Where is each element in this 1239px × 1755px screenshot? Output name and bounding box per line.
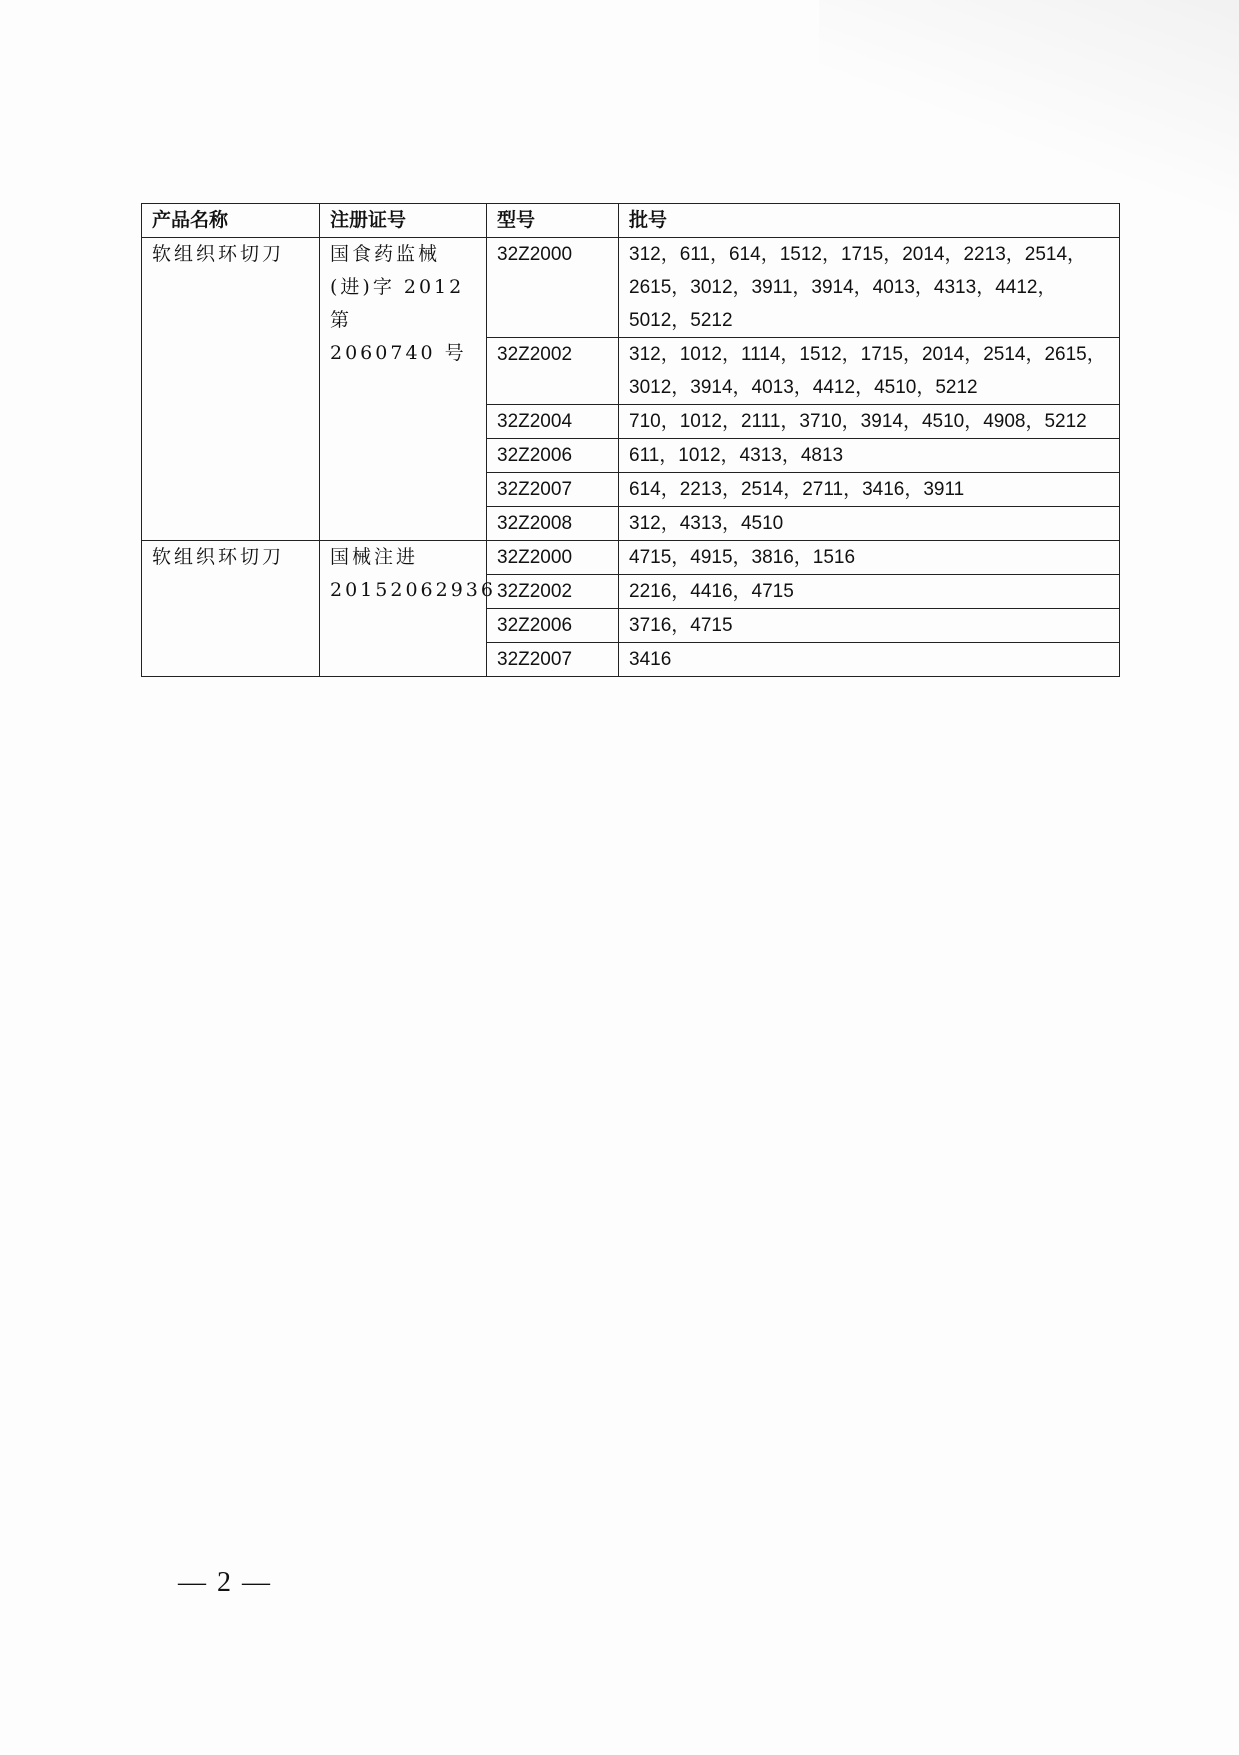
lot-cell: 614，2213，2514，2711，3416，3911: [619, 473, 1120, 507]
model-cell: 32Z2007: [487, 643, 619, 677]
model-cell: 32Z2006: [487, 439, 619, 473]
model-cell: 32Z2007: [487, 473, 619, 507]
lot-cell: 312，1012，1114，1512，1715，2014，2514，2615，3012，3914，4013，4412，4510，5212: [619, 338, 1120, 405]
scan-shading: [819, 0, 1239, 220]
model-cell: 32Z2002: [487, 575, 619, 609]
model-cell: 32Z2002: [487, 338, 619, 405]
registration-cell: [320, 541, 496, 677]
header-product-name: 产品名称: [142, 204, 320, 238]
model-cell: 32Z2008: [487, 507, 619, 541]
lot-cell: 4715，4915，3816，1516: [619, 541, 1120, 575]
registration-line: 国械注进: [330, 546, 419, 568]
lot-cell: 3416: [619, 643, 1120, 677]
header-model: 型号: [487, 204, 619, 238]
model-cell: 32Z2000: [487, 541, 619, 575]
page-number: — 2 —: [178, 1567, 272, 1598]
model-cell: 32Z2000: [487, 238, 619, 338]
registration-line: 2060740 号: [330, 342, 467, 364]
lot-cell: 3716，4715: [619, 609, 1120, 643]
lot-cell: 312，4313，4510: [619, 507, 1120, 541]
registration-line: 国食药监械: [330, 243, 441, 265]
table-header-row: [142, 204, 1120, 238]
lot-cell: 710，1012，2111，3710，3914，4510，4908，5212: [619, 405, 1120, 439]
product-name-cell: 软组织环切刀: [142, 541, 320, 677]
registration-line: 20152062936: [330, 579, 496, 601]
registration-line: (进)字 2012 第: [330, 276, 465, 331]
registration-cell: [320, 238, 487, 541]
product-lot-table: [141, 203, 1120, 677]
lot-cell: 611，1012，4313，4813: [619, 439, 1120, 473]
model-cell: 32Z2006: [487, 609, 619, 643]
table-row: [142, 541, 1120, 575]
model-cell: 32Z2004: [487, 405, 619, 439]
header-lot-no: 批号: [619, 204, 1120, 238]
header-registration-no: 注册证号: [320, 204, 487, 238]
product-name-cell: 软组织环切刀: [142, 238, 320, 541]
table-row: [142, 238, 1120, 338]
lot-cell: 312，611，614，1512，1715，2014，2213，2514，2615，3012，3911，3914，4013，4313，4412，5012，5212: [619, 238, 1120, 338]
lot-cell: 2216，4416，4715: [619, 575, 1120, 609]
